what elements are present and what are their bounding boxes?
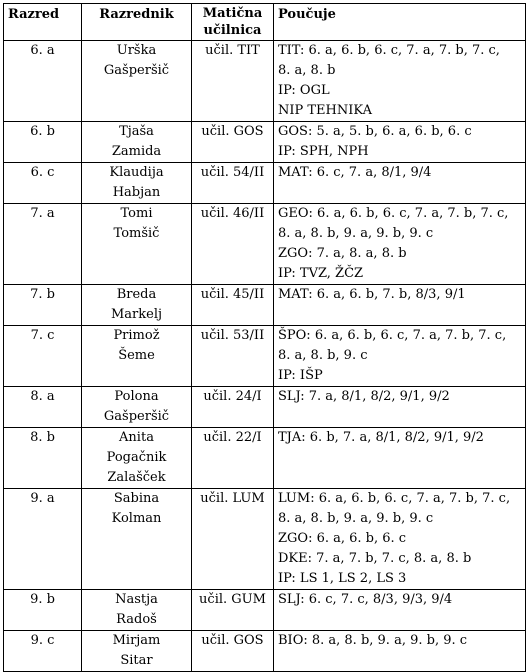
cell-razrednik	[82, 163, 192, 204]
cell-razred: 6. c	[4, 163, 82, 204]
cell-razrednik	[82, 122, 192, 163]
poucuje-line: 8. a, 8. b, 9. a, 9. b, 9. c	[278, 511, 434, 526]
cell-razred: 7. b	[4, 285, 82, 326]
poucuje-line: TJA: 6. b, 7. a, 8/1, 8/2, 9/1, 9/2	[278, 430, 484, 445]
razrednik-name-line: Tomi	[120, 206, 153, 221]
cell-poucuje	[274, 163, 526, 204]
poucuje-line: LUM: 6. a, 6. b, 6. c, 7. a, 7. b, 7. c,	[278, 491, 511, 506]
cell-ucilnica: učil. GOS	[192, 122, 274, 163]
cell-ucilnica: učil. 46/II	[192, 204, 274, 285]
razrednik-name-line: Nastja	[115, 592, 158, 607]
cell-razred: 7. a	[4, 204, 82, 285]
cell-razrednik	[82, 631, 192, 672]
cell-razrednik	[82, 41, 192, 122]
razrednik-name-line: Markelj	[110, 307, 163, 322]
cell-ucilnica: učil. 53/II	[192, 326, 274, 387]
header-maticna-ucilnica: Matična učilnica	[192, 4, 274, 41]
cell-razred: 6. b	[4, 122, 82, 163]
razrednik-name-line: Pogačnik	[106, 450, 167, 465]
poucuje-line: GOS: 5. a, 5. b, 6. a, 6. b, 6. c	[278, 124, 472, 139]
cell-razrednik	[82, 489, 192, 590]
poucuje-line: SLJ: 7. a, 8/1, 8/2, 9/1, 9/2	[278, 389, 450, 404]
cell-poucuje	[274, 387, 526, 428]
razrednik-name-line: Klaudija	[109, 165, 164, 180]
cell-poucuje	[274, 122, 526, 163]
razrednik-name-line: Sabina	[113, 491, 160, 506]
cell-ucilnica: učil. 54/II	[192, 163, 274, 204]
table-row	[4, 590, 526, 631]
cell-ucilnica: učil. TIT	[192, 41, 274, 122]
table-row	[4, 163, 526, 204]
razrednik-name-line: Gašperšič	[103, 409, 170, 424]
cell-poucuje	[274, 428, 526, 489]
razrednik-name-line: Tomšič	[113, 226, 160, 241]
table-row	[4, 428, 526, 489]
razrednik-name-line: Sitar	[120, 653, 153, 668]
poucuje-line: IP: TVZ, ŽČZ	[278, 266, 364, 281]
poucuje-line: 8. a, 8. b, 9. a, 9. b, 9. c	[278, 226, 434, 241]
poucuje-line: MAT: 6. a, 6. b, 7. b, 8/3, 9/1	[278, 287, 466, 302]
razrednik-name-line: Kolman	[111, 511, 162, 526]
cell-razrednik	[82, 387, 192, 428]
poucuje-line: MAT: 6. c, 7. a, 8/1, 9/4	[278, 165, 432, 180]
cell-poucuje	[274, 41, 526, 122]
razrednik-name-line: Urška	[116, 43, 157, 58]
header-poucuje: Poučuje	[274, 4, 526, 41]
table-row	[4, 122, 526, 163]
razrednik-name-line: Mirjam	[112, 633, 161, 648]
razrednik-name-line: Zalašček	[107, 470, 166, 485]
cell-poucuje	[274, 326, 526, 387]
cell-ucilnica: učil. GUM	[192, 590, 274, 631]
cell-ucilnica: učil. 24/I	[192, 387, 274, 428]
cell-razred: 9. b	[4, 590, 82, 631]
table-body	[4, 41, 526, 672]
poucuje-line: ŠPO: 6. a, 6. b, 6. c, 7. a, 7. b, 7. c,	[278, 328, 507, 343]
header-row	[4, 4, 526, 41]
poucuje-line: BIO: 8. a, 8. b, 9. a, 9. b, 9. c	[278, 633, 468, 648]
class-teachers-table	[3, 3, 526, 672]
poucuje-line: 8. a, 8. b	[278, 63, 336, 78]
razrednik-name-line: Breda	[116, 287, 157, 302]
table-row	[4, 489, 526, 590]
table-row	[4, 285, 526, 326]
cell-razrednik	[82, 590, 192, 631]
razrednik-name-line: Anita	[119, 430, 154, 445]
cell-razrednik	[82, 285, 192, 326]
poucuje-line: DKE: 7. a, 7. b, 7. c, 8. a, 8. b	[278, 551, 472, 566]
razrednik-name-line: Zamida	[111, 144, 162, 159]
razrednik-name-line: Šeme	[118, 348, 155, 363]
cell-razred: 7. c	[4, 326, 82, 387]
poucuje-line: GEO: 6. a, 6. b, 6. c, 7. a, 7. b, 7. c,	[278, 206, 509, 221]
poucuje-line: IP: OGL	[278, 83, 330, 98]
table-row	[4, 326, 526, 387]
cell-poucuje	[274, 285, 526, 326]
cell-razred: 9. a	[4, 489, 82, 590]
poucuje-line: NIP TEHNIKA	[278, 103, 372, 118]
cell-razred: 8. a	[4, 387, 82, 428]
table-row	[4, 631, 526, 672]
table-row	[4, 41, 526, 122]
cell-razred: 8. b	[4, 428, 82, 489]
cell-razrednik	[82, 326, 192, 387]
razrednik-name-line: Radoš	[116, 612, 157, 627]
header-razrednik: Razrednik	[82, 4, 192, 41]
razrednik-name-line: Polona	[114, 389, 159, 404]
cell-poucuje	[274, 204, 526, 285]
poucuje-line: IP: IŠP	[278, 368, 323, 383]
header-razred: Razred	[4, 4, 82, 41]
razrednik-name-line: Gašperšič	[103, 63, 170, 78]
cell-ucilnica: učil. 22/I	[192, 428, 274, 489]
poucuje-line: ZGO: 7. a, 8. a, 8. b	[278, 246, 407, 261]
razrednik-name-line: Habjan	[112, 185, 161, 200]
cell-razred: 9. c	[4, 631, 82, 672]
table-row	[4, 204, 526, 285]
razrednik-name-line: Tjaša	[119, 124, 154, 139]
table-row	[4, 387, 526, 428]
cell-ucilnica: učil. GOS	[192, 631, 274, 672]
poucuje-line: TIT: 6. a, 6. b, 6. c, 7. a, 7. b, 7. c,	[278, 43, 500, 58]
cell-poucuje	[274, 631, 526, 672]
cell-ucilnica: učil. 45/II	[192, 285, 274, 326]
poucuje-line: IP: LS 1, LS 2, LS 3	[278, 571, 407, 586]
cell-razrednik	[82, 428, 192, 489]
cell-razred: 6. a	[4, 41, 82, 122]
razrednik-name-line: Primož	[113, 328, 160, 343]
cell-ucilnica: učil. LUM	[192, 489, 274, 590]
cell-poucuje	[274, 489, 526, 590]
cell-razrednik	[82, 204, 192, 285]
poucuje-line: IP: SPH, NPH	[278, 144, 369, 159]
poucuje-line: 8. a, 8. b, 9. c	[278, 348, 368, 363]
poucuje-line: SLJ: 6. c, 7. c, 8/3, 9/3, 9/4	[278, 592, 453, 607]
poucuje-line: ZGO: 6. a, 6. b, 6. c	[278, 531, 407, 546]
cell-poucuje	[274, 590, 526, 631]
